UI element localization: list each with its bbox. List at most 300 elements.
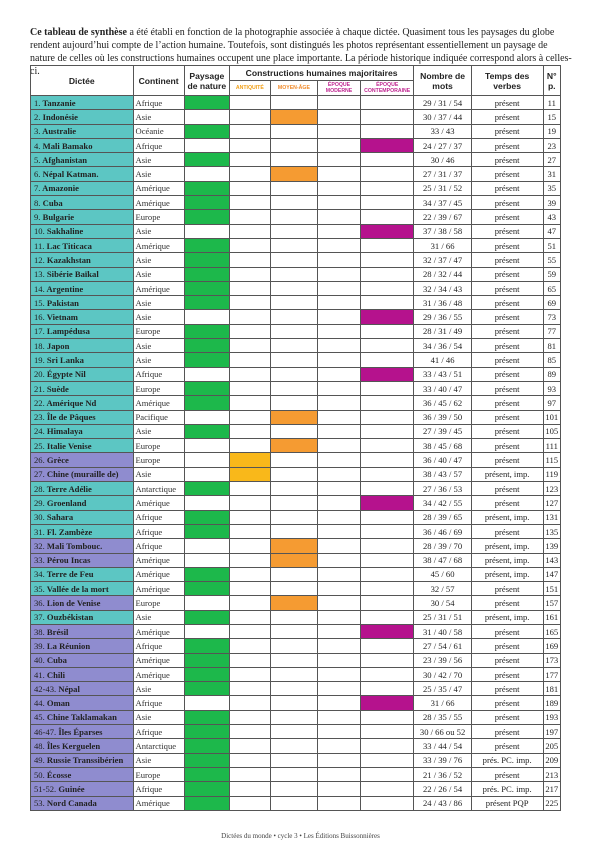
row-moderne — [317, 696, 360, 710]
row-temps: présent — [471, 410, 543, 424]
row-antiquite — [229, 253, 270, 267]
row-moderne — [317, 324, 360, 338]
row-temps: présent, imp. — [471, 553, 543, 567]
table-body — [31, 96, 561, 811]
table-row — [31, 782, 561, 796]
row-mots: 30 / 42 / 70 — [414, 667, 471, 681]
table-row — [31, 381, 561, 395]
row-moderne — [317, 767, 360, 781]
row-mots: 31 / 36 / 48 — [414, 296, 471, 310]
row-paysage-nature — [184, 424, 229, 438]
table-row — [31, 767, 561, 781]
table-row — [31, 482, 561, 496]
row-continent: Amérique — [133, 496, 184, 510]
row-title: Mali Bamako — [42, 140, 93, 151]
row-temps: présent — [471, 110, 543, 124]
table-row — [31, 296, 561, 310]
row-contemporaine — [361, 396, 414, 410]
row-number: 48. — [34, 741, 45, 751]
row-dictee — [31, 624, 134, 638]
table-row — [31, 596, 561, 610]
row-temps: présent — [471, 710, 543, 724]
row-mots: 23 / 39 / 56 — [414, 653, 471, 667]
row-antiquite — [229, 353, 270, 367]
row-continent: Afrique — [133, 138, 184, 152]
row-moyen-age — [270, 296, 317, 310]
row-paysage-nature — [184, 267, 229, 281]
row-number: 33. — [34, 555, 45, 566]
table-row — [31, 582, 561, 596]
row-moderne — [317, 138, 360, 152]
row-continent: Amérique — [133, 567, 184, 581]
row-number: 13. — [34, 269, 45, 280]
row-temps: présent — [471, 224, 543, 238]
table-row — [31, 367, 561, 381]
row-contemporaine — [361, 196, 414, 210]
row-dictee — [31, 167, 134, 181]
row-moyen-age — [270, 439, 317, 453]
header-dictee: Dictée — [31, 66, 134, 96]
row-title: Pakistan — [46, 297, 79, 308]
row-contemporaine — [361, 339, 414, 353]
row-continent: Asie — [133, 710, 184, 724]
row-page: 197 — [543, 725, 560, 739]
row-contemporaine — [361, 281, 414, 295]
row-dictee — [31, 696, 134, 710]
row-page: 23 — [543, 138, 560, 152]
row-dictee — [31, 381, 134, 395]
row-number: 23. — [34, 412, 45, 423]
row-number: 35. — [34, 583, 45, 594]
row-mots: 25 / 35 / 47 — [414, 682, 471, 696]
row-title: Sahara — [46, 512, 74, 523]
row-title: Cuba — [42, 197, 63, 208]
row-antiquite — [229, 796, 270, 810]
row-continent: Asie — [133, 267, 184, 281]
row-dictee — [31, 153, 134, 167]
row-dictee — [31, 539, 134, 553]
row-page: 127 — [543, 496, 560, 510]
row-dictee — [31, 682, 134, 696]
row-number: 27. — [34, 469, 45, 480]
row-dictee — [31, 238, 134, 252]
row-mots: 31 / 66 — [414, 696, 471, 710]
table-row — [31, 439, 561, 453]
row-temps: présent — [471, 439, 543, 453]
row-moyen-age — [270, 324, 317, 338]
table-row — [31, 667, 561, 681]
row-paysage-nature — [184, 138, 229, 152]
row-paysage-nature — [184, 439, 229, 453]
header-epoque-moderne: ÉPOQUE MODERNE — [317, 81, 360, 96]
row-title: Nord Canada — [46, 798, 97, 809]
row-moyen-age — [270, 367, 317, 381]
row-page: 169 — [543, 639, 560, 653]
row-continent: Afrique — [133, 539, 184, 553]
row-mots: 33 / 44 / 54 — [414, 739, 471, 753]
row-moyen-age — [270, 710, 317, 724]
row-contemporaine — [361, 653, 414, 667]
row-temps: présent, imp. — [471, 510, 543, 524]
row-paysage-nature — [184, 539, 229, 553]
row-temps: présent, imp. — [471, 467, 543, 481]
row-moyen-age — [270, 796, 317, 810]
row-antiquite — [229, 753, 270, 767]
row-page: 123 — [543, 482, 560, 496]
table-row — [31, 753, 561, 767]
row-contemporaine — [361, 124, 414, 138]
row-temps: présent — [471, 353, 543, 367]
row-page: 189 — [543, 696, 560, 710]
row-dictee — [31, 439, 134, 453]
row-moyen-age — [270, 596, 317, 610]
row-moderne — [317, 339, 360, 353]
row-title: Sibérie Baïkal — [46, 269, 99, 280]
row-antiquite — [229, 624, 270, 638]
row-mots: 31 / 66 — [414, 238, 471, 252]
row-contemporaine — [361, 753, 414, 767]
row-continent: Asie — [133, 153, 184, 167]
row-continent: Asie — [133, 310, 184, 324]
row-temps: présent — [471, 725, 543, 739]
row-contemporaine — [361, 138, 414, 152]
intro-rest: a été établi en fonction de la photographie associée à chaque dictée. Quasiment tous les paysages du globe rendent aujourd’hui compte de l’action humaine. Toutefois, sont distingués les photos représentant essentiellement un paysage de nature de celles où les constructions humaines occupent une place importante. La période historique indiquée correspond alors à celles-ci. — [30, 27, 572, 77]
row-mots: 28 / 32 / 44 — [414, 267, 471, 281]
row-paysage-nature — [184, 467, 229, 481]
row-title: Indonésie — [42, 111, 78, 122]
row-mots: 28 / 31 / 49 — [414, 324, 471, 338]
row-moderne — [317, 367, 360, 381]
row-title: Australie — [42, 126, 77, 137]
row-temps: prés. PC. imp. — [471, 753, 543, 767]
header-continent: Continent — [133, 66, 184, 96]
row-contemporaine — [361, 253, 414, 267]
row-antiquite — [229, 124, 270, 138]
row-mots: 28 / 39 / 70 — [414, 539, 471, 553]
table-row — [31, 710, 561, 724]
row-continent: Europe — [133, 210, 184, 224]
row-page: 143 — [543, 553, 560, 567]
row-paysage-nature — [184, 381, 229, 395]
row-moyen-age — [270, 482, 317, 496]
table-row — [31, 653, 561, 667]
row-moderne — [317, 267, 360, 281]
row-antiquite — [229, 138, 270, 152]
row-number: 2. — [34, 111, 41, 122]
row-title: Grèce — [46, 455, 69, 466]
row-temps: présent — [471, 267, 543, 281]
row-temps: présent — [471, 453, 543, 467]
row-temps: présent — [471, 138, 543, 152]
row-paysage-nature — [184, 510, 229, 524]
row-continent: Amérique — [133, 796, 184, 810]
row-dictee — [31, 753, 134, 767]
row-title: Amazonie — [42, 183, 79, 194]
row-mots: 30 / 66 ou 52 — [414, 725, 471, 739]
row-mots: 37 / 38 / 58 — [414, 224, 471, 238]
row-number: 12. — [34, 254, 45, 265]
row-page: 15 — [543, 110, 560, 124]
row-contemporaine — [361, 96, 414, 110]
row-mots: 27 / 54 / 61 — [414, 639, 471, 653]
row-moyen-age — [270, 539, 317, 553]
row-title: Groenland — [46, 497, 87, 508]
row-temps: présent — [471, 96, 543, 110]
row-moyen-age — [270, 196, 317, 210]
row-moderne — [317, 596, 360, 610]
row-dictee — [31, 138, 134, 152]
row-antiquite — [229, 324, 270, 338]
row-moderne — [317, 567, 360, 581]
row-antiquite — [229, 653, 270, 667]
row-mots: 38 / 43 / 57 — [414, 467, 471, 481]
row-continent: Pacifique — [133, 410, 184, 424]
row-number: 15. — [34, 297, 45, 308]
row-moyen-age — [270, 667, 317, 681]
row-moderne — [317, 510, 360, 524]
row-dictee — [31, 453, 134, 467]
table-row — [31, 510, 561, 524]
row-moyen-age — [270, 567, 317, 581]
row-number: 3. — [34, 126, 41, 137]
row-antiquite — [229, 339, 270, 353]
row-moderne — [317, 467, 360, 481]
row-page: 217 — [543, 782, 560, 796]
row-number: 41. — [34, 669, 45, 680]
row-dictee — [31, 410, 134, 424]
row-contemporaine — [361, 310, 414, 324]
row-paysage-nature — [184, 453, 229, 467]
row-temps: présent — [471, 196, 543, 210]
row-title: Vietnam — [46, 312, 78, 323]
row-continent: Europe — [133, 453, 184, 467]
row-title: Brésil — [46, 626, 69, 637]
row-dictee — [31, 253, 134, 267]
row-contemporaine — [361, 725, 414, 739]
row-number: 17. — [34, 326, 45, 337]
row-page: 39 — [543, 196, 560, 210]
row-dictee — [31, 267, 134, 281]
row-number: 8. — [34, 197, 41, 208]
row-number: 46-47. — [34, 726, 57, 737]
row-continent: Afrique — [133, 696, 184, 710]
table-row — [31, 467, 561, 481]
header-temps: Temps des verbes — [471, 66, 543, 96]
row-continent: Amérique — [133, 396, 184, 410]
row-dictee — [31, 567, 134, 581]
row-moderne — [317, 524, 360, 538]
row-dictee — [31, 610, 134, 624]
table-row — [31, 396, 561, 410]
row-moderne — [317, 682, 360, 696]
table-row — [31, 610, 561, 624]
row-paysage-nature — [184, 482, 229, 496]
row-contemporaine — [361, 224, 414, 238]
row-page: 225 — [543, 796, 560, 810]
row-temps: présent — [471, 310, 543, 324]
row-number: 31. — [34, 526, 45, 537]
row-contemporaine — [361, 553, 414, 567]
row-paysage-nature — [184, 739, 229, 753]
row-page: 97 — [543, 396, 560, 410]
row-paysage-nature — [184, 767, 229, 781]
row-continent: Asie — [133, 110, 184, 124]
row-contemporaine — [361, 667, 414, 681]
row-temps: présent — [471, 682, 543, 696]
row-contemporaine — [361, 482, 414, 496]
row-moyen-age — [270, 281, 317, 295]
row-contemporaine — [361, 410, 414, 424]
row-page: 139 — [543, 539, 560, 553]
table-row — [31, 639, 561, 653]
row-continent: Afrique — [133, 725, 184, 739]
row-mots: 32 / 57 — [414, 582, 471, 596]
row-temps: présent — [471, 367, 543, 381]
row-continent: Océanie — [133, 124, 184, 138]
row-continent: Asie — [133, 224, 184, 238]
row-moderne — [317, 396, 360, 410]
table-row — [31, 281, 561, 295]
row-mots: 30 / 46 — [414, 153, 471, 167]
row-continent: Amérique — [133, 196, 184, 210]
row-moyen-age — [270, 653, 317, 667]
table-row — [31, 253, 561, 267]
row-continent: Asie — [133, 753, 184, 767]
row-paysage-nature — [184, 596, 229, 610]
row-mots: 22 / 26 / 54 — [414, 782, 471, 796]
row-paysage-nature — [184, 410, 229, 424]
row-number: 32. — [34, 540, 45, 551]
row-continent: Europe — [133, 596, 184, 610]
row-continent: Afrique — [133, 524, 184, 538]
table-row — [31, 410, 561, 424]
row-continent: Afrique — [133, 367, 184, 381]
row-paysage-nature — [184, 224, 229, 238]
row-continent: Afrique — [133, 782, 184, 796]
row-paysage-nature — [184, 725, 229, 739]
row-continent: Asie — [133, 353, 184, 367]
row-dictee — [31, 181, 134, 195]
row-paysage-nature — [184, 310, 229, 324]
row-title: Népal — [58, 683, 80, 694]
row-paysage-nature — [184, 110, 229, 124]
row-contemporaine — [361, 324, 414, 338]
row-page: 65 — [543, 281, 560, 295]
table-row — [31, 153, 561, 167]
row-moderne — [317, 439, 360, 453]
row-moderne — [317, 210, 360, 224]
row-mots: 41 / 46 — [414, 353, 471, 367]
row-title: Mali Tombouc. — [46, 540, 103, 551]
row-number: 11. — [34, 240, 45, 251]
row-antiquite — [229, 667, 270, 681]
row-moyen-age — [270, 124, 317, 138]
row-paysage-nature — [184, 653, 229, 667]
row-mots: 24 / 27 / 37 — [414, 138, 471, 152]
row-moderne — [317, 796, 360, 810]
row-paysage-nature — [184, 238, 229, 252]
row-antiquite — [229, 396, 270, 410]
row-paysage-nature — [184, 796, 229, 810]
row-paysage-nature — [184, 124, 229, 138]
row-dictee — [31, 553, 134, 567]
row-continent: Asie — [133, 610, 184, 624]
table-row — [31, 167, 561, 181]
row-dictee — [31, 510, 134, 524]
row-temps: présent PQP — [471, 796, 543, 810]
row-moyen-age — [270, 553, 317, 567]
row-title: Cuba — [46, 655, 67, 666]
table-row — [31, 353, 561, 367]
row-dictee — [31, 424, 134, 438]
row-temps: présent — [471, 296, 543, 310]
table-row — [31, 453, 561, 467]
row-mots: 30 / 37 / 44 — [414, 110, 471, 124]
table-row — [31, 539, 561, 553]
row-antiquite — [229, 381, 270, 395]
row-mots: 36 / 46 / 69 — [414, 524, 471, 538]
row-mots: 34 / 36 / 54 — [414, 339, 471, 353]
row-number: 29. — [34, 497, 45, 508]
row-paysage-nature — [184, 253, 229, 267]
row-temps: présent — [471, 238, 543, 252]
row-continent: Asie — [133, 167, 184, 181]
row-moyen-age — [270, 453, 317, 467]
row-contemporaine — [361, 510, 414, 524]
row-temps: présent — [471, 181, 543, 195]
row-temps: présent — [471, 496, 543, 510]
row-moderne — [317, 181, 360, 195]
row-title: Pérou Incas — [46, 555, 91, 566]
table-row — [31, 496, 561, 510]
row-page: 73 — [543, 310, 560, 324]
row-number: 4. — [34, 140, 41, 151]
row-number: 42-43. — [34, 683, 57, 694]
table-row — [31, 696, 561, 710]
row-mots: 33 / 43 / 51 — [414, 367, 471, 381]
row-number: 44. — [34, 698, 45, 709]
row-antiquite — [229, 782, 270, 796]
row-antiquite — [229, 482, 270, 496]
row-number: 49. — [34, 755, 45, 766]
row-contemporaine — [361, 610, 414, 624]
row-dictee — [31, 224, 134, 238]
row-temps: présent — [471, 524, 543, 538]
row-paysage-nature — [184, 167, 229, 181]
row-moyen-age — [270, 496, 317, 510]
row-temps: présent — [471, 396, 543, 410]
row-contemporaine — [361, 782, 414, 796]
row-antiquite — [229, 539, 270, 553]
row-temps: présent — [471, 767, 543, 781]
row-dictee — [31, 639, 134, 653]
row-contemporaine — [361, 796, 414, 810]
row-moyen-age — [270, 138, 317, 152]
row-mots: 34 / 42 / 55 — [414, 496, 471, 510]
row-paysage-nature — [184, 782, 229, 796]
row-continent: Asie — [133, 296, 184, 310]
row-contemporaine — [361, 210, 414, 224]
row-moderne — [317, 496, 360, 510]
row-contemporaine — [361, 367, 414, 381]
row-moyen-age — [270, 739, 317, 753]
row-page: 101 — [543, 410, 560, 424]
row-number: 10. — [34, 226, 45, 237]
row-contemporaine — [361, 567, 414, 581]
row-continent: Amérique — [133, 667, 184, 681]
row-number: 9. — [34, 212, 41, 223]
row-paysage-nature — [184, 696, 229, 710]
